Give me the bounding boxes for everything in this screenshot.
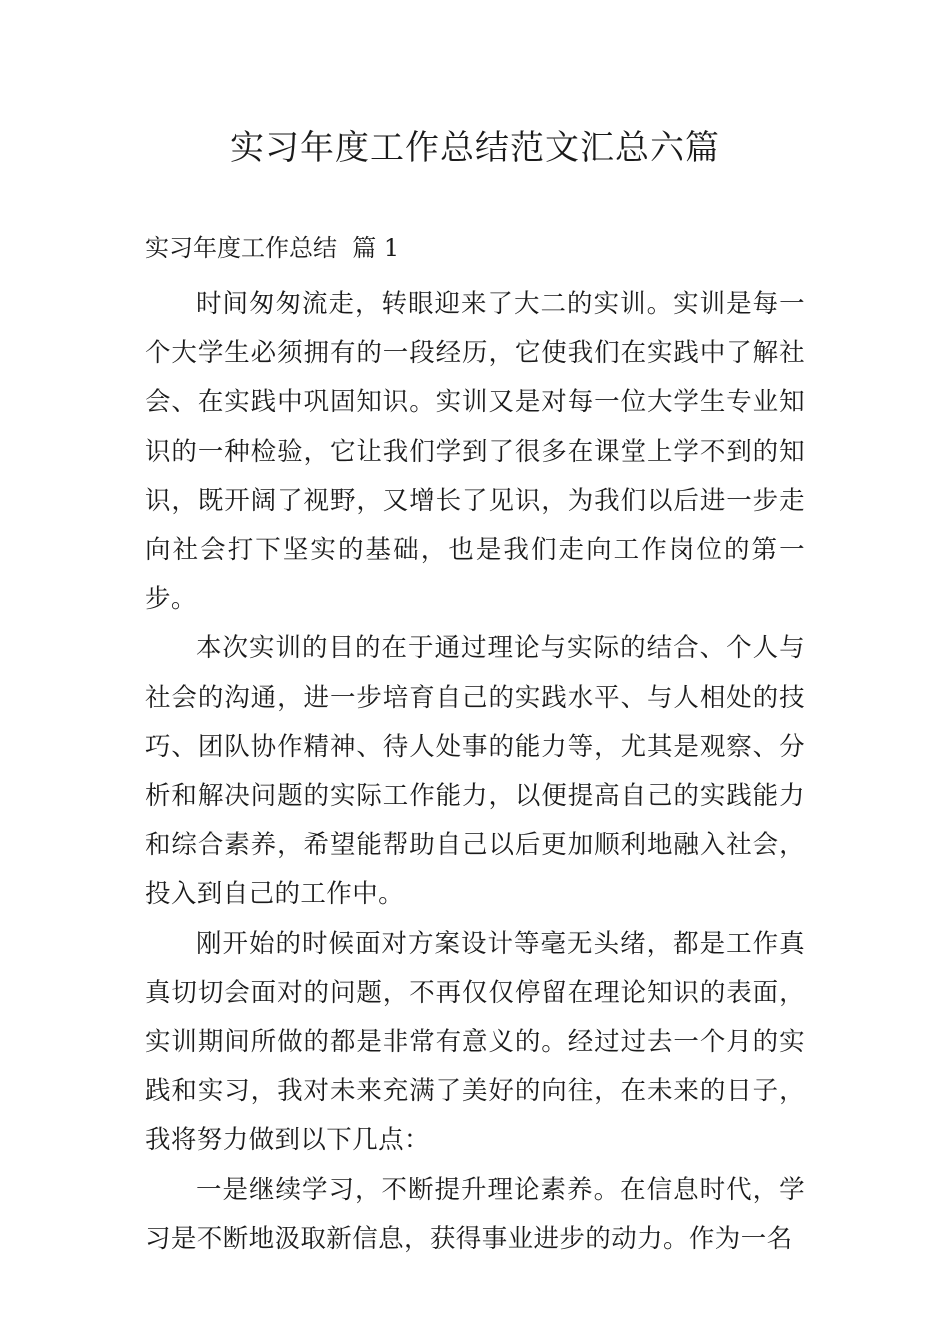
- document-title: 实习年度工作总结范文汇总六篇: [230, 128, 720, 168]
- paragraph-1: 时间匆匆流走，转眼迎来了大二的实训。实训是每一个大学生必须拥有的一段经历，它使我们在实践中了解社会、在实践中巩固知识。实训又是对每一位大学生专业知识的一种检验，它让我们学到了很多在课堂上学不到的知识，既开阔了视野，又增长了见识，为我们以后进一步走向社会打下坚实的基础，也是我们走向工作岗位的第一步。: [145, 289, 805, 615]
- paragraph-3: 刚开始的时候面对方案设计等毫无头绪，都是工作真真切切会面对的问题，不再仅仅停留在理论知识的表面，实训期间所做的都是非常有意义的。经过过去一个月的实践和实习，我对未来充满了美好的向往，在未来的日子，我将努力做到以下几点：: [145, 928, 805, 1156]
- document-body: [145, 280, 805, 1264]
- section-heading: 实习年度工作总结 篇 1: [145, 234, 400, 262]
- paragraph-2: 本次实训的目的在于通过理论与实际的结合、个人与社会的沟通，进一步培育自己的实践水平、与人相处的技巧、团队协作精神、待人处事的能力等，尤其是观察、分析和解决问题的实际工作能力，以便提高自己的实践能力和综合素养，希望能帮助自己以后更加顺利地融入社会，投入到自己的工作中。: [145, 633, 805, 910]
- paragraph-4: 一是继续学习，不断提升理论素养。在信息时代，学习是不断地汲取新信息，获得事业进步的动力。作为一名: [145, 1174, 805, 1254]
